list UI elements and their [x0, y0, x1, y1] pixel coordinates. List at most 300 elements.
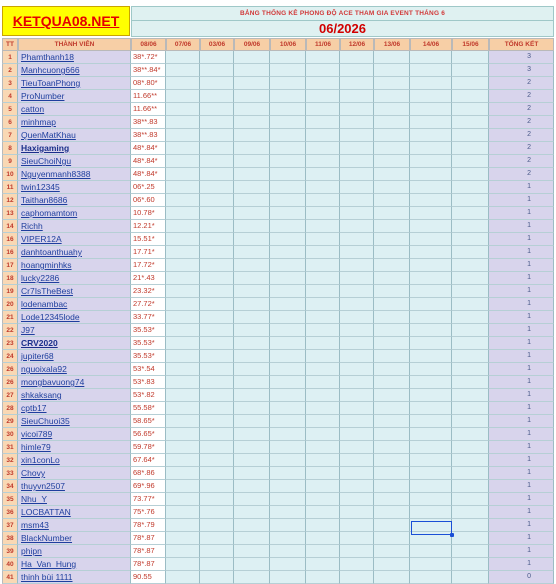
score-cell[interactable]: 90.55 — [131, 571, 166, 584]
score-cell[interactable]: 35.53* — [131, 350, 166, 363]
empty-cell[interactable] — [410, 246, 452, 259]
empty-cell[interactable] — [374, 207, 410, 220]
empty-cell[interactable] — [200, 168, 234, 181]
empty-cell[interactable] — [374, 441, 410, 454]
empty-cell[interactable] — [452, 155, 489, 168]
empty-cell[interactable] — [270, 103, 306, 116]
empty-cell[interactable] — [452, 519, 489, 532]
empty-cell[interactable] — [200, 272, 234, 285]
member-name-link[interactable]: msm43 — [18, 519, 131, 532]
empty-cell[interactable] — [270, 116, 306, 129]
empty-cell[interactable] — [410, 467, 452, 480]
empty-cell[interactable] — [234, 519, 270, 532]
empty-cell[interactable] — [340, 181, 374, 194]
empty-cell[interactable] — [410, 324, 452, 337]
empty-cell[interactable] — [270, 285, 306, 298]
empty-cell[interactable] — [340, 285, 374, 298]
empty-cell[interactable] — [234, 480, 270, 493]
empty-cell[interactable] — [340, 350, 374, 363]
empty-cell[interactable] — [234, 441, 270, 454]
empty-cell[interactable] — [200, 142, 234, 155]
empty-cell[interactable] — [340, 415, 374, 428]
score-cell[interactable]: 59.78* — [131, 441, 166, 454]
empty-cell[interactable] — [234, 194, 270, 207]
empty-cell[interactable] — [200, 129, 234, 142]
empty-cell[interactable] — [270, 363, 306, 376]
empty-cell[interactable] — [270, 220, 306, 233]
empty-cell[interactable] — [306, 168, 340, 181]
member-name-link[interactable]: himle79 — [18, 441, 131, 454]
empty-cell[interactable] — [200, 467, 234, 480]
empty-cell[interactable] — [452, 103, 489, 116]
empty-cell[interactable] — [374, 467, 410, 480]
empty-cell[interactable] — [374, 376, 410, 389]
empty-cell[interactable] — [452, 51, 489, 64]
score-cell[interactable]: 12.21* — [131, 220, 166, 233]
empty-cell[interactable] — [306, 129, 340, 142]
empty-cell[interactable] — [270, 311, 306, 324]
empty-cell[interactable] — [234, 493, 270, 506]
empty-cell[interactable] — [166, 363, 200, 376]
score-cell[interactable]: 48*.84* — [131, 168, 166, 181]
empty-cell[interactable] — [270, 376, 306, 389]
empty-cell[interactable] — [374, 454, 410, 467]
empty-cell[interactable] — [200, 506, 234, 519]
empty-cell[interactable] — [306, 51, 340, 64]
empty-cell[interactable] — [306, 506, 340, 519]
empty-cell[interactable] — [166, 532, 200, 545]
empty-cell[interactable] — [452, 467, 489, 480]
empty-cell[interactable] — [374, 324, 410, 337]
empty-cell[interactable] — [452, 77, 489, 90]
empty-cell[interactable] — [340, 51, 374, 64]
empty-cell[interactable] — [234, 467, 270, 480]
empty-cell[interactable] — [306, 467, 340, 480]
empty-cell[interactable] — [234, 207, 270, 220]
empty-cell[interactable] — [374, 181, 410, 194]
empty-cell[interactable] — [374, 155, 410, 168]
empty-cell[interactable] — [410, 298, 452, 311]
member-name-link[interactable]: Manhcuong666 — [18, 64, 131, 77]
member-name-link[interactable]: LOCBATTAN — [18, 506, 131, 519]
empty-cell[interactable] — [452, 571, 489, 584]
empty-cell[interactable] — [306, 324, 340, 337]
score-cell[interactable]: 38**.83 — [131, 129, 166, 142]
empty-cell[interactable] — [452, 285, 489, 298]
empty-cell[interactable] — [410, 116, 452, 129]
empty-cell[interactable] — [234, 428, 270, 441]
empty-cell[interactable] — [306, 376, 340, 389]
empty-cell[interactable] — [166, 233, 200, 246]
empty-cell[interactable] — [200, 194, 234, 207]
score-cell[interactable]: 23.32* — [131, 285, 166, 298]
empty-cell[interactable] — [410, 571, 452, 584]
empty-cell[interactable] — [452, 116, 489, 129]
empty-cell[interactable] — [374, 142, 410, 155]
empty-cell[interactable] — [452, 480, 489, 493]
empty-cell[interactable] — [166, 246, 200, 259]
empty-cell[interactable] — [452, 402, 489, 415]
empty-cell[interactable] — [452, 194, 489, 207]
empty-cell[interactable] — [306, 90, 340, 103]
empty-cell[interactable] — [234, 298, 270, 311]
empty-cell[interactable] — [200, 90, 234, 103]
member-name-link[interactable]: thuyvn2507 — [18, 480, 131, 493]
empty-cell[interactable] — [452, 545, 489, 558]
empty-cell[interactable] — [410, 64, 452, 77]
empty-cell[interactable] — [340, 77, 374, 90]
member-name-link[interactable]: Ha_Van_Hung — [18, 558, 131, 571]
empty-cell[interactable] — [374, 350, 410, 363]
empty-cell[interactable] — [200, 103, 234, 116]
member-name-link[interactable]: Lode12345lode — [18, 311, 131, 324]
member-name-link[interactable]: TieuToanPhong — [18, 77, 131, 90]
empty-cell[interactable] — [340, 142, 374, 155]
empty-cell[interactable] — [166, 90, 200, 103]
empty-cell[interactable] — [374, 285, 410, 298]
score-cell[interactable]: 17.71* — [131, 246, 166, 259]
score-cell[interactable]: 68*.86 — [131, 467, 166, 480]
empty-cell[interactable] — [234, 558, 270, 571]
member-name-link[interactable]: hoangminhks — [18, 259, 131, 272]
score-cell[interactable]: 17.72* — [131, 259, 166, 272]
member-name-link[interactable]: mongbavuong74 — [18, 376, 131, 389]
empty-cell[interactable] — [340, 298, 374, 311]
empty-cell[interactable] — [340, 389, 374, 402]
empty-cell[interactable] — [166, 480, 200, 493]
empty-cell[interactable] — [410, 90, 452, 103]
empty-cell[interactable] — [452, 233, 489, 246]
member-name-link[interactable]: QuenMatKhau — [18, 129, 131, 142]
member-name-link[interactable]: Richh — [18, 220, 131, 233]
score-cell[interactable]: 73.77* — [131, 493, 166, 506]
score-cell[interactable]: 48*.84* — [131, 142, 166, 155]
member-name-link[interactable]: CRV2020 — [18, 337, 131, 350]
empty-cell[interactable] — [374, 506, 410, 519]
empty-cell[interactable] — [234, 155, 270, 168]
empty-cell[interactable] — [452, 181, 489, 194]
empty-cell[interactable] — [452, 389, 489, 402]
score-cell[interactable]: 55.58* — [131, 402, 166, 415]
empty-cell[interactable] — [452, 220, 489, 233]
empty-cell[interactable] — [374, 233, 410, 246]
empty-cell[interactable] — [410, 454, 452, 467]
empty-cell[interactable] — [234, 311, 270, 324]
empty-cell[interactable] — [270, 168, 306, 181]
empty-cell[interactable] — [340, 129, 374, 142]
empty-cell[interactable] — [452, 272, 489, 285]
empty-cell[interactable] — [166, 506, 200, 519]
empty-cell[interactable] — [374, 116, 410, 129]
score-cell[interactable]: 38*.72* — [131, 51, 166, 64]
empty-cell[interactable] — [270, 415, 306, 428]
score-cell[interactable]: 38**.84* — [131, 64, 166, 77]
empty-cell[interactable] — [374, 415, 410, 428]
empty-cell[interactable] — [306, 285, 340, 298]
empty-cell[interactable] — [306, 103, 340, 116]
empty-cell[interactable] — [200, 415, 234, 428]
empty-cell[interactable] — [200, 220, 234, 233]
empty-cell[interactable] — [200, 363, 234, 376]
empty-cell[interactable] — [166, 467, 200, 480]
empty-cell[interactable] — [340, 337, 374, 350]
empty-cell[interactable] — [340, 428, 374, 441]
empty-cell[interactable] — [200, 454, 234, 467]
empty-cell[interactable] — [306, 311, 340, 324]
empty-cell[interactable] — [340, 467, 374, 480]
empty-cell[interactable] — [340, 324, 374, 337]
score-cell[interactable]: 06*.60 — [131, 194, 166, 207]
empty-cell[interactable] — [374, 519, 410, 532]
empty-cell[interactable] — [234, 77, 270, 90]
empty-cell[interactable] — [166, 181, 200, 194]
empty-cell[interactable] — [200, 233, 234, 246]
member-name-link[interactable]: SieuChuoi35 — [18, 415, 131, 428]
score-cell[interactable]: 75*.76 — [131, 506, 166, 519]
empty-cell[interactable] — [452, 246, 489, 259]
empty-cell[interactable] — [374, 545, 410, 558]
empty-cell[interactable] — [270, 506, 306, 519]
empty-cell[interactable] — [200, 558, 234, 571]
empty-cell[interactable] — [340, 545, 374, 558]
empty-cell[interactable] — [166, 155, 200, 168]
empty-cell[interactable] — [166, 558, 200, 571]
score-cell[interactable]: 35.53* — [131, 337, 166, 350]
empty-cell[interactable] — [374, 103, 410, 116]
empty-cell[interactable] — [410, 558, 452, 571]
empty-cell[interactable] — [166, 571, 200, 584]
empty-cell[interactable] — [410, 272, 452, 285]
empty-cell[interactable] — [306, 519, 340, 532]
empty-cell[interactable] — [234, 350, 270, 363]
empty-cell[interactable] — [234, 116, 270, 129]
score-cell[interactable]: 78*.79 — [131, 519, 166, 532]
empty-cell[interactable] — [410, 51, 452, 64]
empty-cell[interactable] — [410, 363, 452, 376]
empty-cell[interactable] — [340, 558, 374, 571]
empty-cell[interactable] — [200, 532, 234, 545]
member-name-link[interactable]: danhtoanthuahy — [18, 246, 131, 259]
empty-cell[interactable] — [234, 376, 270, 389]
empty-cell[interactable] — [270, 480, 306, 493]
empty-cell[interactable] — [374, 90, 410, 103]
score-cell[interactable]: 78*.87 — [131, 558, 166, 571]
empty-cell[interactable] — [270, 90, 306, 103]
empty-cell[interactable] — [340, 103, 374, 116]
empty-cell[interactable] — [166, 493, 200, 506]
empty-cell[interactable] — [270, 246, 306, 259]
empty-cell[interactable] — [410, 402, 452, 415]
empty-cell[interactable] — [374, 220, 410, 233]
empty-cell[interactable] — [306, 454, 340, 467]
empty-cell[interactable] — [234, 168, 270, 181]
score-cell[interactable]: 56.65* — [131, 428, 166, 441]
empty-cell[interactable] — [374, 532, 410, 545]
empty-cell[interactable] — [270, 77, 306, 90]
empty-cell[interactable] — [340, 571, 374, 584]
empty-cell[interactable] — [234, 389, 270, 402]
score-cell[interactable]: 53*.82 — [131, 389, 166, 402]
empty-cell[interactable] — [374, 363, 410, 376]
empty-cell[interactable] — [340, 116, 374, 129]
empty-cell[interactable] — [270, 428, 306, 441]
empty-cell[interactable] — [340, 363, 374, 376]
empty-cell[interactable] — [166, 194, 200, 207]
empty-cell[interactable] — [200, 51, 234, 64]
empty-cell[interactable] — [200, 246, 234, 259]
empty-cell[interactable] — [340, 441, 374, 454]
empty-cell[interactable] — [166, 350, 200, 363]
empty-cell[interactable] — [166, 519, 200, 532]
score-cell[interactable]: 06*.25 — [131, 181, 166, 194]
empty-cell[interactable] — [374, 246, 410, 259]
score-cell[interactable]: 53*.54 — [131, 363, 166, 376]
empty-cell[interactable] — [234, 181, 270, 194]
member-name-link[interactable]: Cr7IsTheBest — [18, 285, 131, 298]
empty-cell[interactable] — [166, 428, 200, 441]
empty-cell[interactable] — [340, 220, 374, 233]
member-name-link[interactable]: VIPER12A — [18, 233, 131, 246]
empty-cell[interactable] — [234, 51, 270, 64]
member-name-link[interactable]: BlackNumber — [18, 532, 131, 545]
empty-cell[interactable] — [452, 142, 489, 155]
empty-cell[interactable] — [234, 337, 270, 350]
empty-cell[interactable] — [374, 194, 410, 207]
empty-cell[interactable] — [410, 311, 452, 324]
empty-cell[interactable] — [306, 142, 340, 155]
empty-cell[interactable] — [200, 259, 234, 272]
empty-cell[interactable] — [306, 389, 340, 402]
empty-cell[interactable] — [166, 259, 200, 272]
empty-cell[interactable] — [270, 207, 306, 220]
empty-cell[interactable] — [410, 337, 452, 350]
empty-cell[interactable] — [452, 532, 489, 545]
empty-cell[interactable] — [270, 467, 306, 480]
empty-cell[interactable] — [234, 142, 270, 155]
empty-cell[interactable] — [306, 246, 340, 259]
member-name-link[interactable]: Nhu_Y — [18, 493, 131, 506]
score-cell[interactable]: 11.66** — [131, 103, 166, 116]
empty-cell[interactable] — [340, 454, 374, 467]
member-name-link[interactable]: catton — [18, 103, 131, 116]
empty-cell[interactable] — [410, 181, 452, 194]
empty-cell[interactable] — [340, 506, 374, 519]
empty-cell[interactable] — [166, 285, 200, 298]
empty-cell[interactable] — [200, 493, 234, 506]
empty-cell[interactable] — [200, 77, 234, 90]
empty-cell[interactable] — [200, 350, 234, 363]
score-cell[interactable]: 38**.83 — [131, 116, 166, 129]
empty-cell[interactable] — [166, 168, 200, 181]
selected-cell[interactable] — [411, 521, 452, 535]
empty-cell[interactable] — [452, 311, 489, 324]
empty-cell[interactable] — [270, 389, 306, 402]
empty-cell[interactable] — [166, 441, 200, 454]
empty-cell[interactable] — [166, 116, 200, 129]
empty-cell[interactable] — [270, 558, 306, 571]
empty-cell[interactable] — [270, 298, 306, 311]
empty-cell[interactable] — [374, 51, 410, 64]
empty-cell[interactable] — [410, 155, 452, 168]
empty-cell[interactable] — [200, 402, 234, 415]
empty-cell[interactable] — [306, 77, 340, 90]
empty-cell[interactable] — [306, 272, 340, 285]
empty-cell[interactable] — [452, 207, 489, 220]
empty-cell[interactable] — [200, 116, 234, 129]
score-cell[interactable]: 10.78* — [131, 207, 166, 220]
empty-cell[interactable] — [200, 207, 234, 220]
member-name-link[interactable]: ProNumber — [18, 90, 131, 103]
empty-cell[interactable] — [410, 545, 452, 558]
member-name-link[interactable]: minhmap — [18, 116, 131, 129]
score-cell[interactable]: 78*.87 — [131, 532, 166, 545]
empty-cell[interactable] — [340, 233, 374, 246]
empty-cell[interactable] — [270, 350, 306, 363]
member-name-link[interactable]: phipn — [18, 545, 131, 558]
empty-cell[interactable] — [270, 324, 306, 337]
empty-cell[interactable] — [166, 389, 200, 402]
empty-cell[interactable] — [374, 428, 410, 441]
empty-cell[interactable] — [270, 233, 306, 246]
score-cell[interactable]: 67.64* — [131, 454, 166, 467]
empty-cell[interactable] — [374, 77, 410, 90]
member-name-link[interactable]: xin1conLo — [18, 454, 131, 467]
empty-cell[interactable] — [410, 376, 452, 389]
empty-cell[interactable] — [374, 168, 410, 181]
empty-cell[interactable] — [374, 402, 410, 415]
empty-cell[interactable] — [166, 220, 200, 233]
empty-cell[interactable] — [340, 90, 374, 103]
empty-cell[interactable] — [340, 259, 374, 272]
empty-cell[interactable] — [166, 129, 200, 142]
empty-cell[interactable] — [410, 493, 452, 506]
empty-cell[interactable] — [410, 168, 452, 181]
empty-cell[interactable] — [340, 246, 374, 259]
empty-cell[interactable] — [340, 519, 374, 532]
empty-cell[interactable] — [270, 571, 306, 584]
empty-cell[interactable] — [200, 428, 234, 441]
empty-cell[interactable] — [306, 493, 340, 506]
empty-cell[interactable] — [270, 532, 306, 545]
empty-cell[interactable] — [234, 64, 270, 77]
member-name-link[interactable]: vicoi789 — [18, 428, 131, 441]
empty-cell[interactable] — [200, 441, 234, 454]
member-name-link[interactable]: Taithan8686 — [18, 194, 131, 207]
empty-cell[interactable] — [452, 363, 489, 376]
empty-cell[interactable] — [452, 415, 489, 428]
empty-cell[interactable] — [234, 571, 270, 584]
score-cell[interactable]: 69*.96 — [131, 480, 166, 493]
score-cell[interactable]: 21*.43 — [131, 272, 166, 285]
empty-cell[interactable] — [234, 129, 270, 142]
empty-cell[interactable] — [200, 480, 234, 493]
empty-cell[interactable] — [410, 103, 452, 116]
empty-cell[interactable] — [410, 441, 452, 454]
empty-cell[interactable] — [374, 311, 410, 324]
empty-cell[interactable] — [166, 103, 200, 116]
empty-cell[interactable] — [234, 532, 270, 545]
empty-cell[interactable] — [166, 207, 200, 220]
empty-cell[interactable] — [166, 402, 200, 415]
score-cell[interactable]: 48*.84* — [131, 155, 166, 168]
empty-cell[interactable] — [340, 311, 374, 324]
empty-cell[interactable] — [452, 441, 489, 454]
empty-cell[interactable] — [306, 480, 340, 493]
empty-cell[interactable] — [270, 272, 306, 285]
empty-cell[interactable] — [340, 272, 374, 285]
empty-cell[interactable] — [306, 259, 340, 272]
empty-cell[interactable] — [234, 285, 270, 298]
